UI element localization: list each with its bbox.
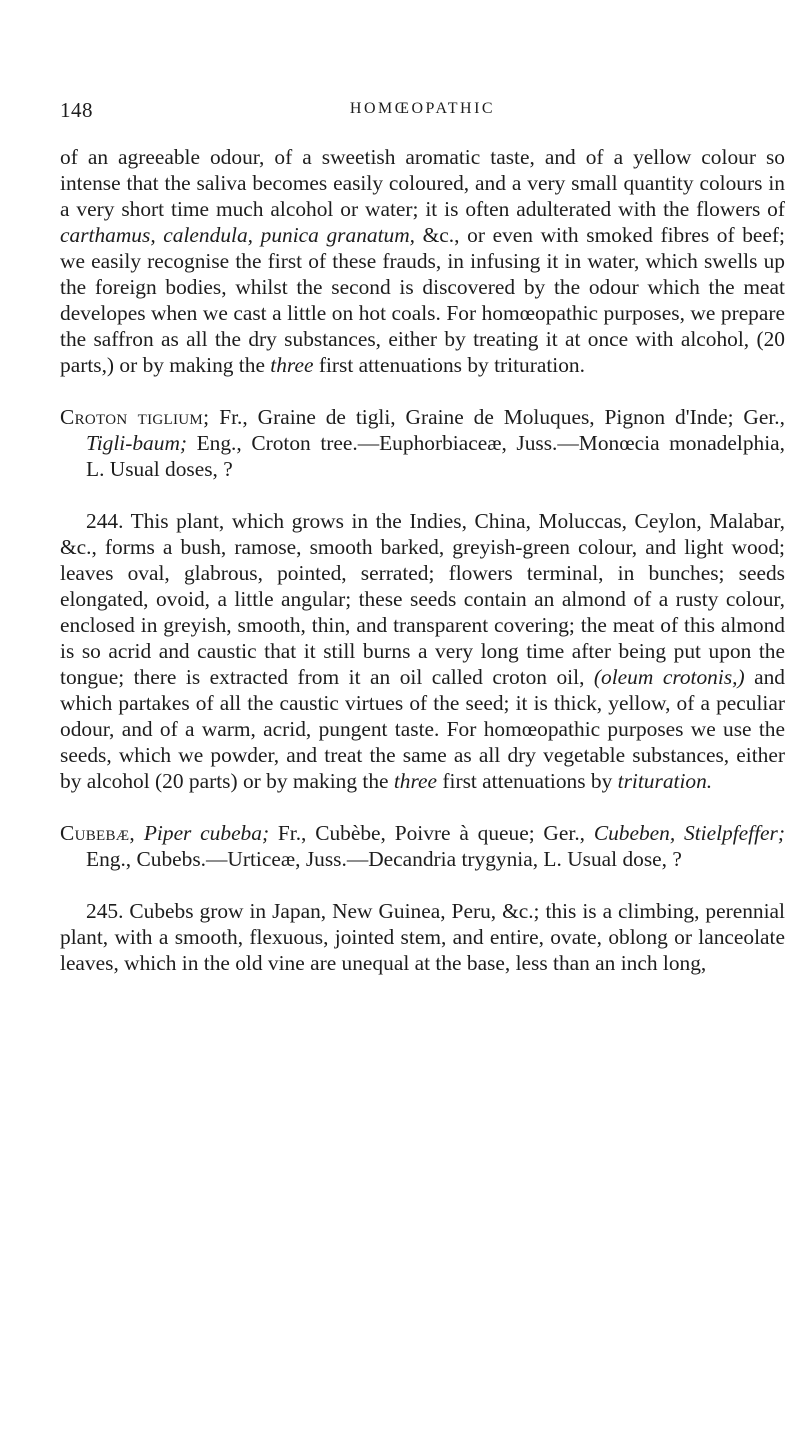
page-number: 148: [60, 98, 93, 122]
paragraph-244: [60, 508, 785, 794]
paragraph-saffron-continued: [60, 144, 785, 378]
text-run: and which partakes of all the caustic virtues of the seed; it is thick, yellow, of a peculiar odour, and of a warm, acrid, pungent taste. For homœopathic purposes we use the seeds, which we powder, and treat the same as all dry vegetable substances, either by alcohol (20 parts) or by making the: [60, 665, 786, 793]
italic-run: three: [393, 769, 438, 793]
page-header: [60, 98, 785, 124]
entry-heading: Cubebæ,: [60, 821, 136, 845]
book-page: [60, 98, 785, 976]
text-run: Eng., Croton tree.—Euphorbiaceæ, Juss.—Monœcia monadelphia, L. Usual doses, ?: [86, 431, 785, 481]
italic-run: Tigli-baum;: [86, 431, 188, 455]
text-run: of an agreeable odour, of a sweetish aromatic taste, and of a yellow colour so intense that the saliva becomes easily coloured, and a very small quantity colours in a very short time much alcohol or water; it is often adulterated with the flowers of: [60, 145, 785, 221]
entry-heading: Croton tiglium;: [60, 405, 210, 429]
italic-run: (oleum crotonis,): [593, 665, 745, 689]
italic-run: trituration.: [617, 769, 713, 793]
entry-croton-tiglium: [60, 404, 785, 482]
italic-run: Piper cubeba;: [135, 821, 270, 845]
text-run: first attenuations by: [437, 769, 618, 793]
italic-run: three: [270, 353, 314, 377]
text-run: Fr., Cubèbe, Poivre à queue; Ger.,: [269, 821, 594, 845]
text-run: &c., or even with smoked fibres of beef; we easily recognise the first of these frauds, in infusing it in water, which swells up the foreign bodies, whilst the second is discovered by the odour which the meat developes when we cast a little on hot coals. For homœopathic purposes, we prepare the saffron as all the dry substances, either by treating it at once with alcohol, (20 parts,) or by making the: [60, 223, 785, 377]
italic-run: Cubeben, Stielpfeffer;: [593, 821, 785, 845]
text-run: 244. This plant, which grows in the Indies, China, Moluccas, Ceylon, Malabar, &c., forms a bush, ramose, smooth barked, greyish-green colour, and light wood; leaves oval, glabrous, pointed, serrated; flowers terminal, in bunches; seeds elongated, ovoid, a little angular; these seeds contain an almond of a rusty colour, enclosed in greyish, smooth, thin, and transparent covering; the meat of this almond is so acrid and caustic that it still burns a very long time after being put upon the tongue; there is extracted from it an oil called croton oil,: [60, 509, 785, 689]
text-run: Fr., Graine de tigli, Graine de Moluques, Pignon d'Inde; Ger.,: [209, 405, 785, 429]
entry-cubebae: [60, 820, 785, 872]
running-head: HOMŒOPATHIC: [349, 100, 496, 117]
paragraph-245: [60, 898, 785, 976]
text-run: 245. Cubebs grow in Japan, New Guinea, Peru, &c.; this is a climbing, perennial plant, with a smooth, flexuous, jointed stem, and entire, ovate, oblong or lanceolate leaves, which in the old vine are unequal at the base, less than an inch long,: [60, 899, 785, 975]
text-run: first attenuations by trituration.: [313, 353, 585, 377]
text-run: Eng., Cubebs.—Urticeæ, Juss.—Decandria trygynia, L. Usual dose, ?: [86, 847, 682, 871]
italic-run: carthamus, calendula, punica granatum,: [60, 223, 416, 247]
